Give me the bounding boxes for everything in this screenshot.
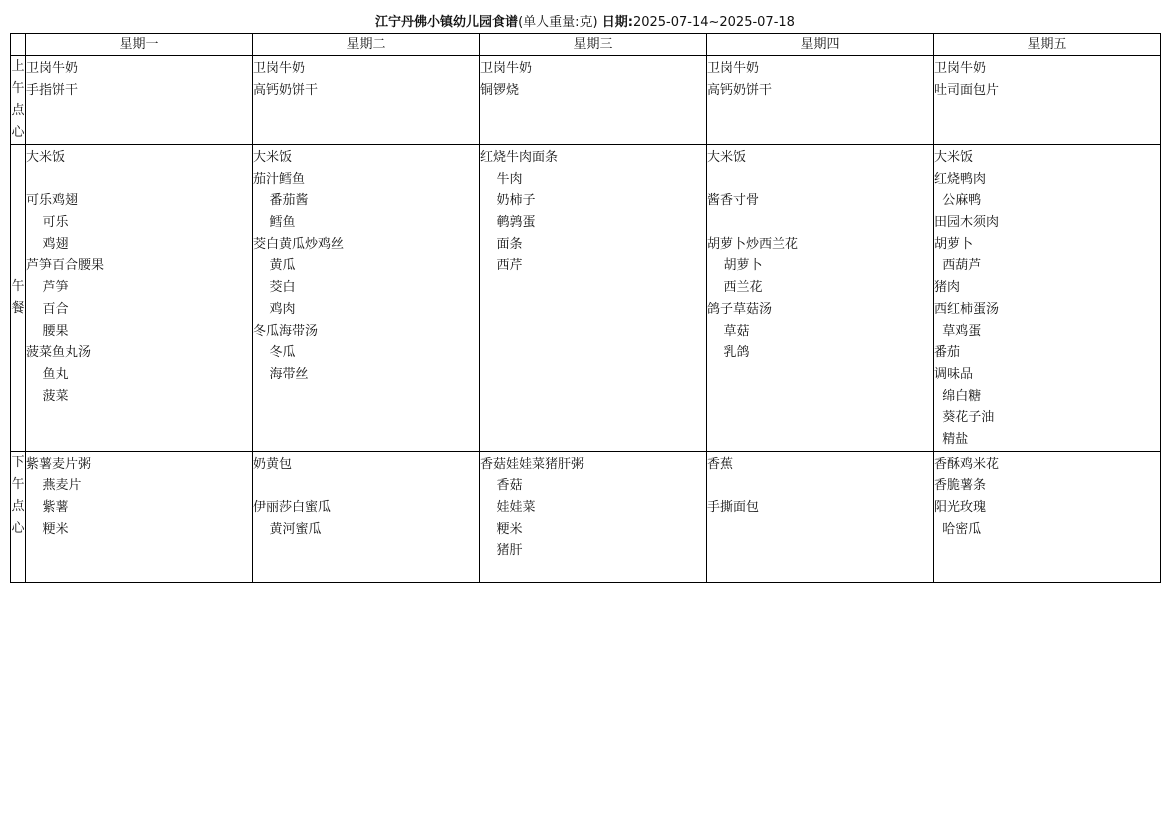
morning-snack-thu-cell bbox=[707, 56, 934, 145]
menu-item: 香菇 bbox=[480, 478, 523, 494]
menu-item: 可乐 bbox=[26, 215, 69, 231]
menu-item: 牛肉 bbox=[480, 171, 523, 187]
morning-snack-label bbox=[11, 56, 26, 145]
menu-item: 紫薯麦片粥 bbox=[26, 456, 92, 472]
menu-item: 香菇娃娃菜猪肝粥 bbox=[480, 456, 585, 472]
day-header-mon: 星期一 bbox=[26, 34, 253, 56]
menu-item: 胡萝卜 bbox=[934, 236, 974, 252]
lunch-wed-cell bbox=[480, 145, 707, 452]
menu-item: 卫岗牛奶 bbox=[934, 61, 987, 76]
menu-item: 菠菜鱼丸汤 bbox=[26, 345, 92, 361]
afternoon-snack-thu-cell bbox=[707, 451, 934, 582]
menu-item bbox=[707, 475, 933, 497]
menu-item: 手撕面包 bbox=[707, 500, 760, 515]
day-header-thu: 星期四 bbox=[707, 34, 934, 56]
menu-item: 芦笋 bbox=[26, 280, 69, 296]
menu-item: 香酥鸡米花 bbox=[934, 456, 1000, 472]
menu-item: 卫岗牛奶 bbox=[480, 61, 533, 76]
menu-item: 奶柿子 bbox=[480, 193, 536, 209]
menu-item: 茭白黄瓜炒鸡丝 bbox=[253, 236, 345, 252]
menu-item: 鸡肉 bbox=[253, 301, 296, 317]
menu-item: 卫岗牛奶 bbox=[26, 61, 79, 76]
meal-label-char: 心 bbox=[11, 520, 25, 536]
morning-snack-row bbox=[11, 56, 1161, 145]
menu-title bbox=[10, 14, 1160, 32]
menu-item: 铜锣烧 bbox=[480, 82, 520, 98]
lunch-label bbox=[11, 145, 26, 452]
menu-item: 哈密瓜 bbox=[934, 521, 982, 537]
afternoon-snack-label bbox=[11, 451, 26, 582]
lunch-fri-cell bbox=[934, 145, 1161, 452]
menu-item: 公麻鸭 bbox=[934, 193, 982, 209]
menu-item: 冬瓜 bbox=[253, 345, 296, 361]
menu-item: 粳米 bbox=[480, 521, 523, 537]
menu-item: 奶黄包 bbox=[253, 456, 293, 472]
menu-item: 番茄酱 bbox=[253, 193, 309, 209]
meal-label-char: 午 bbox=[11, 278, 25, 294]
menu-item: 猪肝 bbox=[480, 543, 523, 559]
lunch-row bbox=[11, 145, 1161, 452]
menu-item: 鱼丸 bbox=[26, 366, 69, 382]
morning-snack-wed-cell bbox=[480, 56, 707, 145]
day-header-wed: 星期三 bbox=[480, 34, 707, 56]
menu-item: 西芹 bbox=[480, 258, 523, 274]
lunch-tue-cell bbox=[253, 145, 480, 452]
menu-item: 大米饭 bbox=[253, 150, 293, 165]
lunch-mon-cell bbox=[26, 145, 253, 452]
title-main: 江宁丹佛小镇幼儿园食谱 bbox=[375, 15, 519, 30]
menu-item: 乳鸽 bbox=[707, 345, 750, 361]
menu-item: 葵花子油 bbox=[934, 410, 995, 426]
menu-item: 卫岗牛奶 bbox=[707, 61, 760, 76]
menu-item: 红烧牛肉面条 bbox=[480, 150, 559, 165]
header-row bbox=[11, 34, 1161, 56]
menu-item bbox=[26, 169, 252, 191]
menu-item: 黄河蜜瓜 bbox=[253, 521, 322, 537]
menu-item: 娃娃菜 bbox=[480, 500, 536, 515]
meal-label-char: 午 bbox=[11, 476, 25, 492]
menu-item: 香脆薯条 bbox=[934, 478, 987, 494]
menu-item: 香蕉 bbox=[707, 456, 734, 472]
morning-snack-tue-cell bbox=[253, 56, 480, 145]
meal-label-char: 心 bbox=[11, 125, 25, 140]
menu-item: 高钙奶饼干 bbox=[707, 82, 773, 98]
menu-table bbox=[10, 33, 1161, 583]
menu-item: 紫薯 bbox=[26, 500, 69, 515]
title-date-label: 日期: bbox=[601, 15, 633, 30]
menu-item: 红烧鸭肉 bbox=[934, 171, 987, 187]
menu-item: 黄瓜 bbox=[253, 258, 296, 274]
menu-item: 大米饭 bbox=[707, 150, 747, 165]
meal-label-char: 下 bbox=[11, 454, 25, 470]
menu-item: 面条 bbox=[480, 236, 523, 252]
corner-cell bbox=[11, 34, 26, 56]
day-header-fri: 星期五 bbox=[934, 34, 1161, 56]
menu-item: 茄汁鳕鱼 bbox=[253, 171, 306, 187]
menu-item: 冬瓜海带汤 bbox=[253, 323, 319, 339]
menu-item: 鸽子草菇汤 bbox=[707, 301, 773, 317]
afternoon-snack-fri-cell bbox=[934, 451, 1161, 582]
lunch-thu-cell bbox=[707, 145, 934, 452]
menu-item: 草鸡蛋 bbox=[934, 323, 982, 339]
menu-item: 吐司面包片 bbox=[934, 82, 1000, 98]
menu-item: 大米饭 bbox=[934, 150, 974, 165]
afternoon-snack-wed-cell bbox=[480, 451, 707, 582]
title-date-range: 2025-07-14~2025-07-18 bbox=[632, 15, 795, 30]
menu-item: 阳光玫瑰 bbox=[934, 500, 987, 515]
menu-item: 菠菜 bbox=[26, 388, 69, 404]
menu-item: 胡萝卜 bbox=[707, 258, 763, 274]
menu-item: 绵白糖 bbox=[934, 388, 982, 404]
afternoon-snack-tue-cell bbox=[253, 451, 480, 582]
menu-item: 芦笋百合腰果 bbox=[26, 258, 105, 274]
menu-item: 高钙奶饼干 bbox=[253, 82, 319, 98]
menu-item: 海带丝 bbox=[253, 366, 309, 382]
meal-label-char: 上 bbox=[11, 59, 25, 74]
menu-item: 西葫芦 bbox=[934, 258, 982, 274]
menu-item: 调味品 bbox=[934, 366, 974, 382]
menu-item: 鹌鹑蛋 bbox=[480, 215, 536, 231]
title-unit: (单人重量:克) bbox=[518, 15, 598, 30]
afternoon-snack-row bbox=[11, 451, 1161, 582]
menu-item: 手指饼干 bbox=[26, 82, 79, 98]
menu-item: 伊丽莎白蜜瓜 bbox=[253, 500, 332, 515]
menu-item bbox=[707, 169, 933, 191]
menu-item: 大米饭 bbox=[26, 150, 66, 165]
morning-snack-fri-cell bbox=[934, 56, 1161, 145]
menu-item: 可乐鸡翅 bbox=[26, 193, 79, 209]
menu-item bbox=[707, 212, 933, 234]
menu-item: 西兰花 bbox=[707, 280, 763, 296]
menu-item: 精盐 bbox=[934, 431, 969, 447]
menu-item: 猪肉 bbox=[934, 280, 961, 296]
menu-item: 卫岗牛奶 bbox=[253, 61, 306, 76]
meal-label-char: 点 bbox=[11, 498, 25, 514]
meal-label-char: 午 bbox=[11, 81, 25, 96]
day-header-tue: 星期二 bbox=[253, 34, 480, 56]
meal-label-char: 点 bbox=[11, 103, 25, 118]
menu-item: 百合 bbox=[26, 301, 69, 317]
menu-item: 田园木须肉 bbox=[934, 215, 1000, 231]
menu-item: 鳕鱼 bbox=[253, 215, 296, 231]
menu-item: 西红柿蛋汤 bbox=[934, 301, 1000, 317]
menu-item: 番茄 bbox=[934, 345, 961, 361]
menu-item: 鸡翅 bbox=[26, 236, 69, 252]
menu-item: 茭白 bbox=[253, 280, 296, 296]
menu-item: 草菇 bbox=[707, 323, 750, 339]
menu-item bbox=[253, 475, 479, 497]
morning-snack-mon-cell bbox=[26, 56, 253, 145]
menu-item: 粳米 bbox=[26, 521, 69, 537]
menu-item: 胡萝卜炒西兰花 bbox=[707, 236, 799, 252]
menu-item: 燕麦片 bbox=[26, 478, 82, 494]
meal-label-char: 餐 bbox=[11, 300, 25, 316]
menu-item: 酱香寸骨 bbox=[707, 193, 760, 209]
menu-item: 腰果 bbox=[26, 323, 69, 339]
afternoon-snack-mon-cell bbox=[26, 451, 253, 582]
